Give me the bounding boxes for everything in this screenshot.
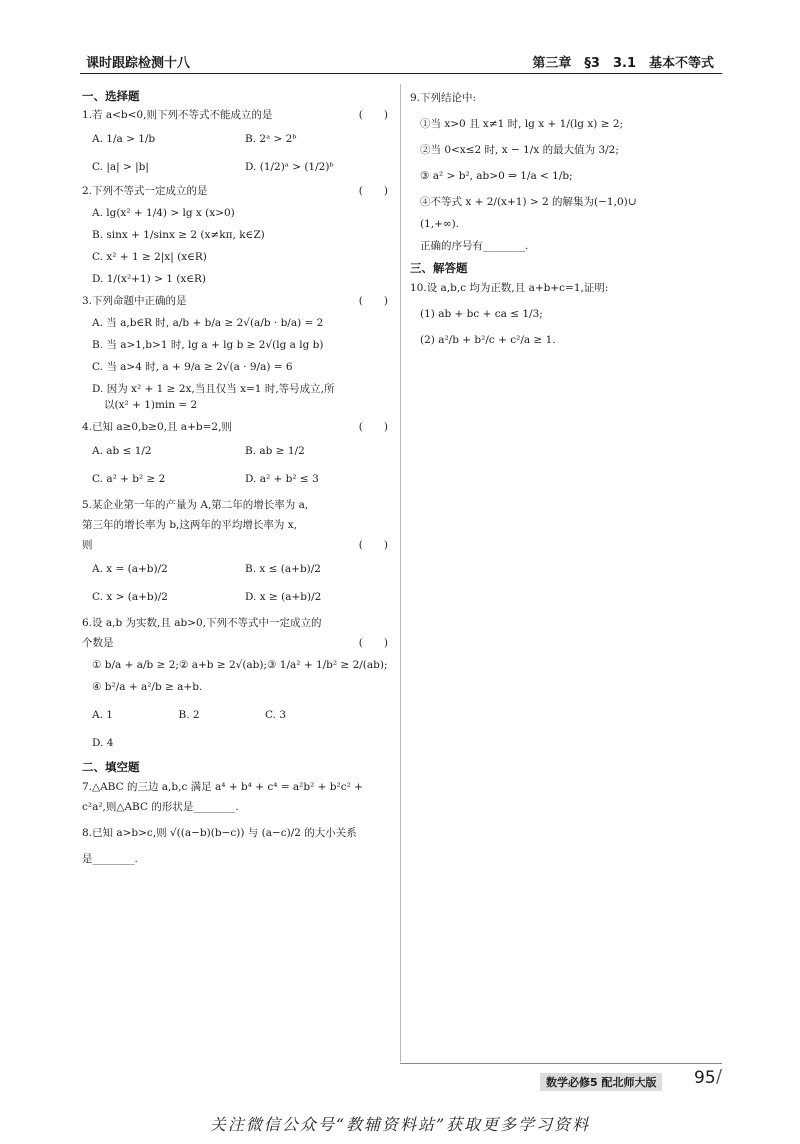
question-10-part-2: (2) a²/b + b²/c + c²/a ≥ 1. (420, 334, 556, 346)
question-6-statements-1: ① b/a + a/b ≥ 2;② a+b ≥ 2√(ab);③ 1/a² + 1/b² ≥ 2/(ab); (92, 659, 388, 671)
question-9-stem: 9.下列结论中: (410, 92, 477, 104)
question-9-ask: 正确的序号有________. (420, 240, 529, 252)
question-7-line2: c²a²,则△ABC 的形状是________. (82, 801, 239, 813)
option-c: C. 3 (265, 709, 287, 721)
option-d: D. 因为 x² + 1 ≥ 2x,当且仅当 x=1 时,等号成立,所 (92, 383, 335, 395)
question-3 (82, 293, 388, 309)
answer-paren: ( ) (358, 421, 388, 433)
option-a: A. ab ≤ 1/2 (92, 445, 152, 457)
question-10-stem: 10.设 a,b,c 均为正数,且 a+b+c=1,证明: (410, 282, 609, 294)
section-fill: 二、填空题 (82, 760, 140, 774)
question-stem: 3.下列命题中正确的是 (82, 295, 187, 307)
question-6-statements-2: ④ b²/a + a²/b ≥ a+b. (92, 681, 203, 693)
section-answer: 三、解答题 (410, 261, 468, 275)
section-choice: 一、选择题 (82, 89, 140, 103)
question-6-options (82, 701, 388, 757)
option-b: B. sinx + 1/sinx ≥ 2 (x≠kπ, k∈Z) (92, 229, 265, 241)
option-b: B. 当 a>1,b>1 时, lg a + lg b ≥ 2√(lg a lg b) (92, 339, 324, 351)
option-b: B. 2 (178, 709, 200, 721)
option-d: D. 1/(x²+1) > 1 (x∈R) (92, 273, 207, 285)
answer-paren: ( ) (358, 637, 388, 649)
question-9-item-2: ②当 0<x≤2 时, x − 1/x 的最大值为 3/2; (420, 144, 619, 156)
option-c: C. |a| > |b| (92, 161, 149, 173)
question-stem: 则 (82, 539, 93, 551)
question-9-item-1: ①当 x>0 且 x≠1 时, lg x + 1/(lg x) ≥ 2; (420, 118, 624, 130)
question-4-options (82, 437, 388, 493)
option-d: D. 4 (92, 737, 114, 749)
option-c: C. x² + 1 ≥ 2|x| (x∈R) (92, 251, 207, 263)
question-8-line1: 8.已知 a>b>c,则 √((a−b)(b−c)) 与 (a−c)/2 的大小关系 (82, 827, 357, 839)
option-a: A. x = (a+b)/2 (92, 563, 168, 575)
question-9-item-3: ③ a² > b², ab>0 ⇒ 1/a < 1/b; (420, 170, 573, 182)
page-number: 95 (694, 1068, 716, 1088)
column-divider (400, 84, 401, 1062)
question-5-line1: 5.某企业第一年的产量为 A,第二年的增长率为 a, (82, 499, 309, 511)
option-b: B. ab ≥ 1/2 (245, 445, 305, 457)
question-6 (82, 635, 388, 651)
footer-slash: / (716, 1066, 723, 1087)
question-5-options (82, 555, 388, 611)
option-d: D. x ≥ (a+b)/2 (245, 591, 322, 603)
question-1 (82, 107, 388, 123)
question-9-item-4: ④不等式 x + 2/(x+1) > 2 的解集为(−1,0)∪ (420, 196, 637, 208)
option-a: A. 1 (92, 709, 113, 721)
header-chapter: 第三章 §3 3.1 基本不等式 (532, 56, 714, 71)
question-1-options (82, 125, 388, 181)
option-d: D. a² + b² ≤ 3 (245, 473, 319, 485)
footer-book-label: 数学必修5 配北师大版 (540, 1073, 662, 1091)
question-stem: 2.下列不等式一定成立的是 (82, 185, 208, 197)
option-c: C. a² + b² ≥ 2 (92, 473, 166, 485)
question-8-line2: 是________. (82, 853, 138, 865)
answer-paren: ( ) (358, 109, 388, 121)
option-a: A. lg(x² + 1/4) > lg x (x>0) (92, 207, 235, 219)
left-column (82, 86, 388, 871)
question-6-line1: 6.设 a,b 为实数,且 ab>0,下列不等式中一定成立的 (82, 617, 322, 629)
answer-paren: ( ) (358, 539, 388, 551)
question-5 (82, 537, 388, 553)
question-2 (82, 183, 388, 199)
question-4 (82, 419, 388, 435)
question-stem: 4.已知 a≥0,b≥0,且 a+b=2,则 (82, 421, 232, 433)
option-b: B. 2ᵃ > 2ᵇ (245, 133, 297, 145)
option-a: A. 1/a > 1/b (92, 133, 156, 145)
question-stem: 个数是 (82, 637, 114, 649)
question-10-part-1: (1) ab + bc + ca ≤ 1/3; (420, 308, 543, 320)
right-column (410, 86, 710, 358)
option-c: C. 当 a>4 时, a + 9/a ≥ 2√(a · 9/a) = 6 (92, 361, 293, 373)
answer-paren: ( ) (358, 295, 388, 307)
answer-paren: ( ) (358, 185, 388, 197)
question-stem: 1.若 a<b<0,则下列不等式不能成立的是 (82, 109, 273, 121)
header-rule (80, 73, 722, 74)
question-9-item-4-cont: (1,+∞). (420, 218, 460, 230)
option-b: B. x ≤ (a+b)/2 (245, 563, 321, 575)
question-7-line1: 7.△ABC 的三边 a,b,c 满足 a⁴ + b⁴ + c⁴ = a²b² + b²c² + (82, 781, 363, 793)
question-5-line2: 第三年的增长率为 b,这两年的平均增长率为 x, (82, 519, 297, 531)
promo-banner: 关注微信公众号“教辅资料站”获取更多学习资料 (209, 1115, 591, 1134)
option-d: D. (1/2)ᵃ > (1/2)ᵇ (245, 161, 334, 173)
footer-rule (400, 1063, 722, 1064)
option-a: A. 当 a,b∈R 时, a/b + b/a ≥ 2√(a/b · b/a) = 2 (92, 317, 324, 329)
option-c: C. x > (a+b)/2 (92, 591, 168, 603)
header-title: 课时跟踪检测十八 (86, 56, 191, 71)
option-d-cont: 以(x² + 1)min = 2 (104, 399, 198, 411)
